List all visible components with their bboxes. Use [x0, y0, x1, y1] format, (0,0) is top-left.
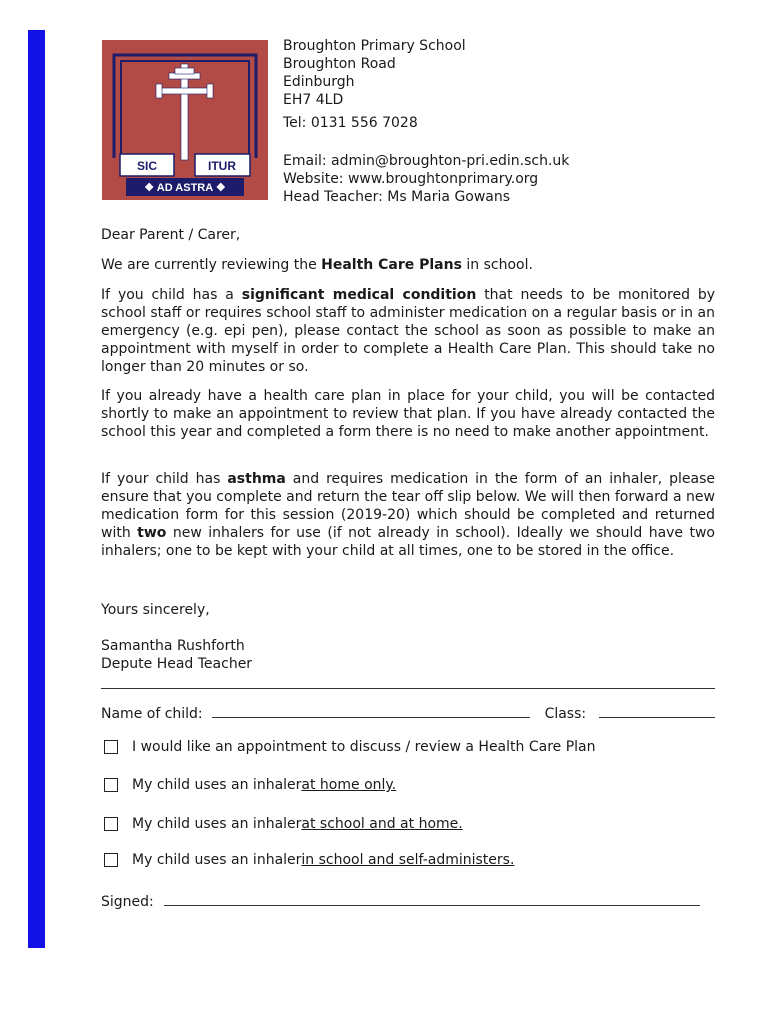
- tear-off-divider: [101, 688, 715, 689]
- salutation: Dear Parent / Carer,: [101, 227, 241, 243]
- option-appointment-label: I would like an appointment to discuss / review a Health Care Plan: [132, 739, 596, 755]
- side-accent-bar: [28, 30, 45, 948]
- school-tel: Tel: 0131 556 7028: [283, 115, 418, 131]
- class-label: Class:: [544, 706, 587, 722]
- class-field[interactable]: [599, 703, 715, 718]
- signer-name: Samantha Rushforth: [101, 638, 245, 654]
- letter-paragraph-3: If you already have a health care plan in place for your child, you will be contacted shortly to make an appointment to review that plan. If you have already contacted the school this year and completed a form there is no need to make another appointment.: [101, 388, 715, 440]
- motto-sic: SIC: [136, 159, 158, 173]
- school-address-block: [283, 37, 569, 206]
- letter-paragraph-2: If you child has a significant medical condition that needs to be monitored by school staff or requires school staff to administer medication on a regular basis or in an emergency (e.g. epi pen), please contact the school as soon as possible to make an appointment with myself in order to complete a Health Care Plan. This should take no longer than 20 minutes or so.: [101, 287, 716, 375]
- name-class-row: [101, 703, 715, 723]
- name-of-child-field[interactable]: [212, 703, 530, 718]
- signature-field[interactable]: [164, 891, 700, 906]
- appointment-checkbox[interactable]: [104, 740, 118, 754]
- signer-title: Depute Head Teacher: [101, 656, 253, 672]
- option-inhaler-home: My child uses an inhaler at home only.: [104, 776, 396, 794]
- inhaler-home-checkbox[interactable]: [104, 778, 118, 792]
- signed-label: Signed:: [101, 894, 154, 910]
- option-inhaler-self-administer: My child uses an inhaler in school and self-administers.: [104, 851, 514, 869]
- option-inhaler-school-home: My child uses an inhaler at school and at home.: [104, 815, 463, 833]
- letter-paragraph-1: We are currently reviewing the Health Care Plans in school.: [101, 257, 533, 273]
- motto-itur: ITUR: [208, 159, 236, 173]
- motto-ad-astra: ❖ AD ASTRA ❖: [144, 182, 226, 194]
- option-appointment: [104, 738, 595, 756]
- school-crest-logo: [102, 40, 268, 200]
- school-postcode: EH7 4LD: [283, 92, 344, 108]
- school-head-teacher: Head Teacher: Ms Maria Gowans: [283, 189, 511, 205]
- school-website: Website: www.broughtonprimary.org: [283, 171, 539, 187]
- school-name: Broughton Primary School: [283, 38, 466, 54]
- school-city: Edinburgh: [283, 74, 355, 90]
- inhaler-self-administer-checkbox[interactable]: [104, 853, 118, 867]
- school-street: Broughton Road: [283, 56, 396, 72]
- closing: Yours sincerely,: [101, 602, 210, 618]
- school-email: Email: admin@broughton-pri.edin.sch.uk: [283, 153, 570, 169]
- inhaler-school-home-checkbox[interactable]: [104, 817, 118, 831]
- letter-paragraph-4: If your child has asthma and requires medication in the form of an inhaler, please ensure that you complete and return the tear off slip below. We will then forward a new medication form for this session (2019-20) which should be completed and returned with two new inhalers for use (if not already in school). Ideally we should have two inhalers; one to be kept with your child at all times, one to be stored in the office.: [101, 471, 716, 559]
- signed-row: [101, 891, 715, 911]
- name-of-child-label: Name of child:: [101, 706, 203, 722]
